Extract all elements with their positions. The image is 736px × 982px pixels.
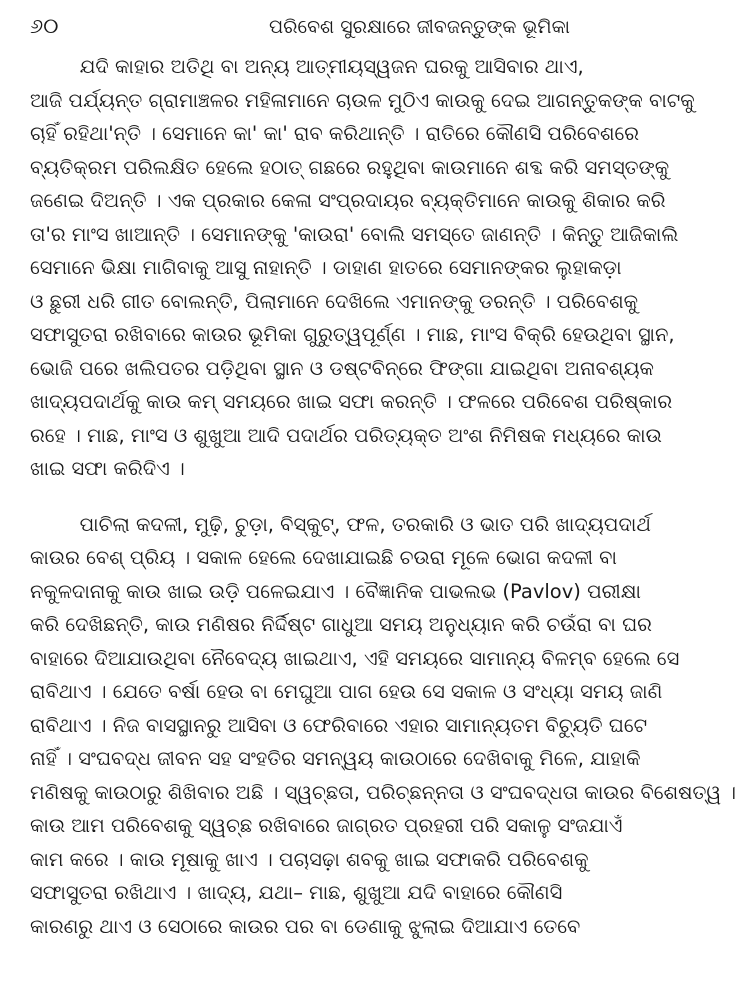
text-line: କରି ଦେଖିଛନ୍ତି, କାଉ ମଣିଷର ନିର୍ଦ୍ଦିଷ୍ଟ ଗାଧୁଆ ସମୟ ଅନୁଧ୍ୟାନ କରି ଚଉଁରା ବା ଘର xyxy=(30,613,652,636)
text-line: କାଉ ଆମ ପରିବେଶକୁ ସ୍ୱଚ୍ଛ ରଖିବାରେ ଜାଗ୍ରତ ପ୍ରହରୀ ପରି ସକାଳୁ ସଂଜଯାଏଁ xyxy=(30,814,623,837)
text-line: ତା'ର ମାଂସ ଖାଆନ୍ତି । ସେମାନଙ୍କୁ 'କାଉରା' ବୋଲି ସମସ୍ତେ ଜାଣନ୍ତି । କିନ୍ତୁ ଆଜିକାଲି xyxy=(30,222,679,246)
text-line: ଓ ଛୁରୀ ଧରି ଗୀତ ବୋଲନ୍ତି, ପିଲାମାନେ ଦେଖିଲେ ଏମାନଙ୍କୁ ଡରନ୍ତି । ପରିବେଶକୁ xyxy=(30,289,639,313)
running-title: ପରିବେଶ ସୁରକ୍ଷାରେ ଜୀବଜନ୍ତୁଙ୍କ ଭୂମିକା xyxy=(268,16,570,38)
paragraph-1 xyxy=(30,50,695,486)
page-header xyxy=(30,14,570,50)
text-line: ମଣିଷକୁ କାଉଠାରୁ ଶିଖିବାର ଅଛି । ସ୍ୱଚ୍ଛତା, ପରିଚ୍ଛନ୍ନତା ଓ ସଂଘବଦ୍ଧତା କାଉର ବିଶେଷତ୍ୱ । xyxy=(30,780,736,804)
text-line: ପାଚିଲା କଦଳୀ, ମୁଢ଼ି, ଚୁଡ଼ା, ବିସ୍କୁଟ୍, ଫଳ, ତରକାରି ଓ ଭାତ ପରି ଖାଦ୍ୟପଦାର୍ଥ xyxy=(30,512,651,536)
text-line: ଖାଦ୍ୟପଦାର୍ଥକୁ କାଉ କମ୍ ସମୟରେ ଖାଇ ସଫା କରନ୍ତି । ଫଳରେ ପରିବେଶ ପରିଷ୍କାର xyxy=(30,390,673,413)
text-line: ଯଦି କାହାର ଅତିଥି ବା ଅନ୍ୟ ଆତ୍ମୀୟସ୍ୱଜନ ଘରକୁ ଆସିବାର ଥାଏ, xyxy=(30,55,584,78)
text-line: ଆଜି ପର୍ଯ୍ୟନ୍ତ ଗ୍ରାମାଞ୍ଚଳର ମହିଳାମାନେ ଚାଉଳ ମୁଠିଏ କାଉକୁ ଦେଇ ଆଗନ୍ତୁକଙ୍କ ବାଟକୁ xyxy=(30,88,695,112)
text-line: ବାହାରେ ଦିଆଯାଉଥିବା ନୈବେଦ୍ୟ ଖାଇଥାଏ, ଏହି ସମୟରେ ସାମାନ୍ୟ ବିଳମ୍ବ ହେଲେ ସେ xyxy=(30,646,680,670)
text-line: ବ୍ୟତିକ୍ରମ ପରିଲକ୍ଷିତ ହେଲେ ହଠାତ୍ ଗଛରେ ରହୁଥିବା କାଉମାନେ ଶବ୍ଦ କରି ସମସ୍ତଙ୍କୁ xyxy=(30,155,670,179)
text-line: ନକୁଳଦାନାକୁ କାଉ ଖାଇ ଉଡ଼ି ପଳେଇଯାଏ । ବୈଜ୍ଞାନିକ ପାଭଲଭ (Pavlov) ପରୀକ୍ଷା xyxy=(30,579,641,603)
text-line: ରାବିଥାଏ । ଯେତେ ବର୍ଷା ହେଉ ବା ମେଘୁଆ ପାଗ ହେଉ ସେ ସକାଳ ଓ ସଂଧ୍ୟା ସମୟ ଜାଣି xyxy=(30,680,663,703)
text-line: ରହେ । ମାଛ, ମାଂସ ଓ ଶୁଖୁଆ ଆଦି ପଦାର୍ଥର ପରିତ୍ୟକ୍ତ ଅଂଶ ନିମିଷକ ମଧ୍ୟରେ କାଉ xyxy=(30,423,662,447)
page-number: ୬୦ xyxy=(30,14,59,38)
paragraph-gap xyxy=(30,486,570,508)
text-line: ଜଣେଇ ଦିଅନ୍ତି । ଏକ ପ୍ରକାର କେଳା ସଂପ୍ରଦାୟର ବ୍ୟକ୍ତିମାନେ କାଉକୁ ଶିକାର କରି xyxy=(30,189,666,212)
text-line: ରାବିଥାଏ । ନିଜ ବାସସ୍ଥାନରୁ ଆସିବା ଓ ଫେରିବାରେ ଏହାର ସାମାନ୍ୟତମ ବିଚ୍ୟୁତି ଘଟେ xyxy=(30,713,648,737)
text-line: ସଫାସୁତରା ରଖିବାରେ କାଉର ଭୂମିକା ଗୁରୁତ୍ୱପୂର୍ଣ୍ଣ । ମାଛ, ମାଂସ ବିକ୍ରି ହେଉଥିବା ସ୍ଥାନ, xyxy=(30,323,675,346)
text-line: ସେମାନେ ଭିକ୍ଷା ମାଗିବାକୁ ଆସୁ ନାହାନ୍ତି । ଡାହାଣ ହାତରେ ସେମାନଙ୍କର ଲୁହାକଡ଼ା xyxy=(30,256,622,279)
text-line: ଚାହିଁ ରହିଥା'ନ୍ତି । ସେମାନେ କା' କା' ରାବ କରିଥାନ୍ତି । ରାତିରେ କୌଣସି ପରିବେଶରେ xyxy=(30,122,640,145)
text-line: କାଉର ବେଶ୍ ପ୍ରିୟ । ସକାଳ ହେଲେ ଦେଖାଯାଇଛି ଚଉରା ମୂଳେ ଭୋଗ କଦଳୀ ବା xyxy=(30,546,617,569)
text-line: ଖାଇ ସଫା କରିଦିଏ । xyxy=(30,457,185,480)
text-line: କାମ କରେ । କାଉ ମୂଷାକୁ ଖାଏ । ପଚାସଢ଼ା ଶବକୁ ଖାଇ ସଫାକରି ପରିବେଶକୁ xyxy=(30,847,589,871)
text-line: ସଫାସୁତରା ରଖିଥାଏ । ଖାଦ୍ୟ, ଯଥା– ମାଛ, ଶୁଖୁଆ ଯଦି ବାହାରେ କୌଣସି xyxy=(30,881,563,904)
paragraph-2 xyxy=(30,508,736,944)
text-line: ନାହିଁ । ସଂଘବଦ୍ଧ ଜୀବନ ସହ ସଂହତିର ସମନ୍ୱୟ କାଉଠାରେ ଦେଖିବାକୁ ମିଳେ, ଯାହାକି xyxy=(30,747,641,770)
text-line: କାରଣରୁ ଥାଏ ଓ ସେଠାରେ କାଉର ପର ବା ଡେଣାକୁ ଝୁଲାଇ ଦିଆଯାଏ ତେବେ xyxy=(30,914,581,938)
text-line: ଭୋଜି ପରେ ଖଲିପତର ପଡ଼ିଥିବା ସ୍ଥାନ ଓ ଡଷ୍ଟବିନ୍‌ରେ ଫିଙ୍ଗା ଯାଇଥିବା ଅନାବଶ୍ୟକ xyxy=(30,356,654,380)
